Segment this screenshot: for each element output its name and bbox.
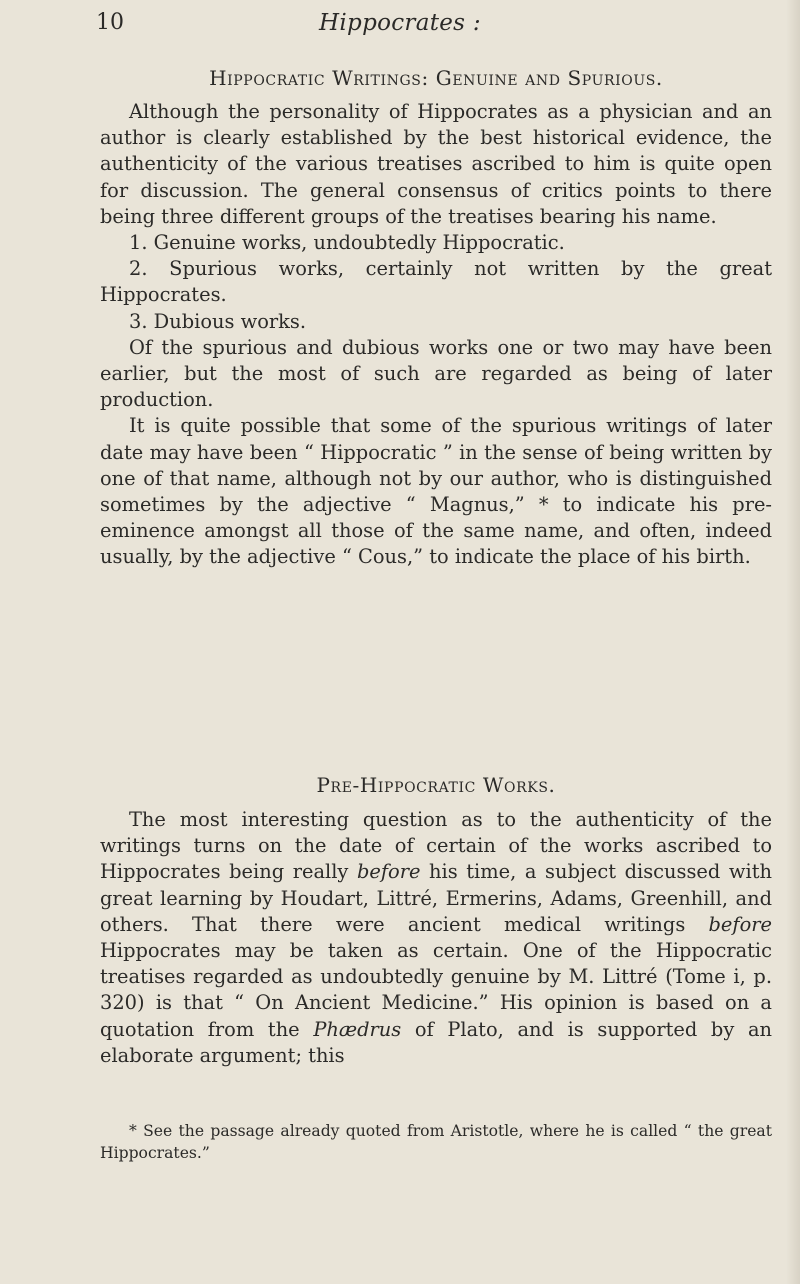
emphasis-before: before — [356, 860, 421, 884]
paragraph-spurious-dubious: Of the spurious and dubious works one or two may have been earlier, but the most of such are regarded as being of later production. — [100, 335, 772, 412]
section-heading-pre-hippocratic: Pre-Hippocratic Works. — [316, 773, 556, 797]
section-heading-genuine-spurious: Hippocratic Writings: Genuine and Spurious. — [209, 66, 663, 90]
emphasis-before: before — [708, 912, 772, 936]
text-run: The most interesting question as to the authenticity of the writings turns on the date of certain of the works ascribed to Hippocrates being really — [100, 808, 772, 884]
paragraph-intro: Although the personality of Hippocrates as a physician and an author is clearly established by the best historical evidence, the authenticity of the various treatises ascribed to him is quite open for discussion. The general consensus of critics points to there being three different groups of the treatises bearing his name. — [100, 100, 772, 228]
page-edge-shadow — [786, 0, 800, 1284]
paragraph-pre-hippocratic — [100, 807, 772, 1069]
text-run: of Plato, and is supported by an elaborate argument; this — [100, 1017, 772, 1067]
footnote-text: * See the passage already quoted from Aristotle, where he is called “ the great Hippocrates.” — [100, 1122, 772, 1162]
list-item-dubious: 3. Dubious works. — [129, 309, 306, 333]
running-head — [0, 10, 800, 50]
list-item-genuine: 1. Genuine works, undoubtedly Hippocratic. — [129, 231, 565, 255]
running-title: Hippocrates : — [319, 10, 481, 36]
paragraph-magnus-cous: It is quite possible that some of the spurious writings of later date may have been “ Hippocratic ” in the sense of being written by one of that name, although not by our author, who is distinguished sometimes by the adjective “ Magnus,” * to indicate his pre-eminence amongst all those of the same name, and often, indeed usually, by the adjective “ Cous,” to indicate the place of his birth. — [100, 414, 772, 569]
page-number: 10 — [96, 10, 124, 35]
section-genuine-spurious-body — [100, 99, 772, 571]
footnote — [100, 1120, 772, 1164]
list-item-spurious: 2. Spurious works, certainly not written by the great Hippocrates. — [100, 257, 772, 307]
text-run: his time, a subject discussed with great learning by Houdart, Littré, Ermerins, Adams, Greenhill, and others. That there were ancient medical writings — [100, 860, 772, 936]
emphasis-phaedrus: Phædrus — [313, 1017, 402, 1041]
section-pre-hippocratic-body — [100, 807, 772, 1069]
text-run: Hippocrates may be taken as certain. One of the Hippocratic treatises regarded as undoubtedly genuine by M. Littré (Tome i, p. 320) is that “ On Ancient Medicine.” His opinion is based on a quotation from the — [100, 939, 772, 1041]
